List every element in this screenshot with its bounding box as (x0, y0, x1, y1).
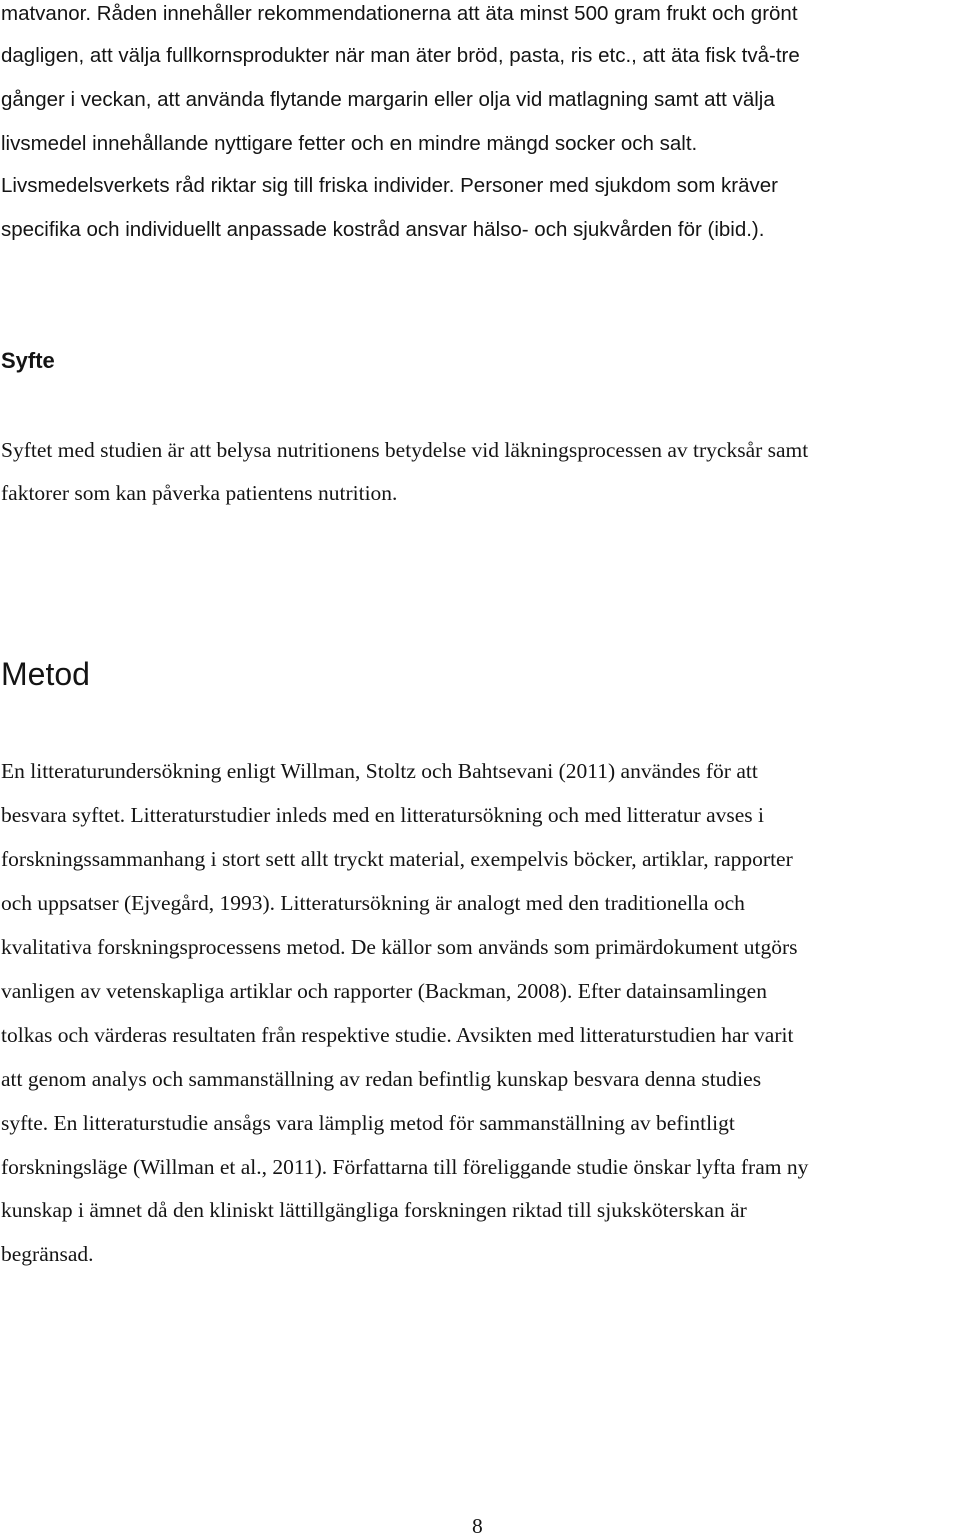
metod-line: En litteraturundersökning enligt Willman, Stoltz och Bahtsevani (2011) användes för att (1, 759, 758, 783)
syfte-line-1: Syftet med studien är att belysa nutritionens betydelse vid läkningsprocessen av trycksår samt (1, 438, 809, 462)
metod-line: forskningsläge (Willman et al., 2011). Författarna till föreliggande studie önskar lyfta fram ny (1, 1155, 809, 1179)
metod-line: begränsad. (1, 1242, 94, 1266)
intro-line-5a: Livsmedelsverkets råd riktar sig till friska individer. (1, 174, 455, 197)
intro-line-1: matvanor. Råden innehåller rekommendationerna att äta minst 500 gram frukt och grönt (1, 2, 798, 25)
metod-line: besvara syftet. Litteraturstudier inleds med en litteratursökning och med litteratur avses i (1, 803, 765, 827)
metod-line: tolkas och värderas resultaten från respektive studie. Avsikten med litteraturstudien har varit (1, 1023, 794, 1047)
metod-line: kvalitativa forskningsprocessens metod. De källor som används som primärdokument utgörs (1, 935, 798, 959)
intro-line-2: dagligen, att välja fullkornsprodukter när man äter bröd, pasta, ris etc., att äta fisk två-tre (1, 44, 800, 67)
syfte-line-2: faktorer som kan påverka patientens nutrition. (1, 481, 398, 505)
metod-line: kunskap i ämnet då den kliniskt lättillgängliga forskningen riktad till sjuksköterskan är (1, 1198, 747, 1222)
intro-line-6: specifika och individuellt anpassade kostråd ansvar hälso- och sjukvården för (ibid.). (1, 218, 765, 241)
metod-line: att genom analys och sammanställning av redan befintlig kunskap besvara denna studies (1, 1067, 762, 1091)
page-number: 8 (472, 1514, 483, 1538)
metod-line: syfte. En litteraturstudie ansågs vara lämplig metod för sammanställning av befintligt (1, 1111, 735, 1135)
intro-line-3: gånger i veckan, att använda flytande margarin eller olja vid matlagning samt att välja (1, 88, 775, 111)
metod-line: och uppsatser (Ejvegård, 1993). Litteratursökning är analogt med den traditionella och (1, 891, 745, 915)
metod-line: vanligen av vetenskapliga artiklar och rapporter (Backman, 2008). Efter datainsamlingen (1, 979, 767, 1003)
syfte-heading: Syfte (1, 348, 55, 373)
metod-line: forskningssammanhang i stort sett allt tryckt material, exempelvis böcker, artiklar, rapporter (1, 847, 793, 871)
intro-line-5b: Personer med sjukdom som kräver (454, 174, 778, 197)
intro-line-4: livsmedel innehållande nyttigare fetter och en mindre mängd socker och salt. (1, 132, 698, 155)
intro-line-5 (1, 172, 778, 200)
metod-heading: Metod (1, 656, 90, 692)
